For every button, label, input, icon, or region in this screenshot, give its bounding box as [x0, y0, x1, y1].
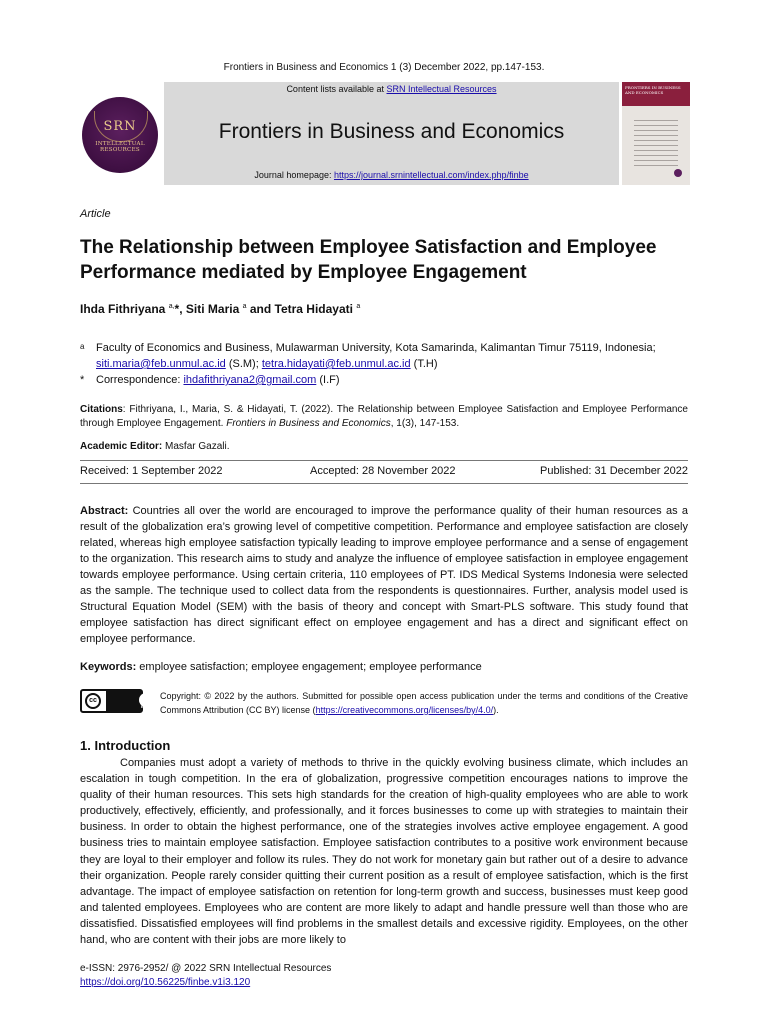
citation-journal: Frontiers in Business and Economics [226, 418, 391, 429]
cover-logo-icon [674, 169, 682, 177]
logo-text: SRN [103, 119, 137, 134]
copyright-notice [160, 689, 688, 717]
copyright-text: Copyright: © 2022 by the authors. Submitted for possible open access publication under the terms and conditions of the Creative Commons Attribution (CC BY) license ( [160, 691, 688, 715]
content-lists-line [164, 84, 619, 94]
journal-title: Frontiers in Business and Economics [218, 120, 565, 143]
affiliation-marker: a [80, 342, 85, 351]
issn-line: e-ISSN: 2976-2952/ @ 2022 SRN Intellectual Resources [80, 963, 332, 974]
homepage-link[interactable]: https://journal.srnintellectual.com/index.php/finbe [333, 170, 529, 180]
cover-title: FRONTIERS IN BUSINESS AND ECONOMICS [625, 85, 681, 95]
keywords-text: employee satisfaction; employee engagement; employee performance [136, 661, 482, 673]
published-date: Published: 31 December 2022 [540, 465, 688, 477]
author-separator: and [246, 302, 275, 316]
correspondence-email-link[interactable]: ihdafithriyana2@gmail.com [183, 374, 317, 386]
academic-editor [80, 441, 230, 452]
homepage-prefix: Journal homepage: [254, 170, 334, 180]
journal-cover-thumbnail [622, 82, 690, 185]
masthead-banner [164, 82, 619, 185]
abstract [80, 503, 688, 647]
author-affil-mark: a, [168, 303, 175, 310]
cc-by-badge-icon[interactable] [80, 689, 147, 713]
editor-name: Masfar Gazali. [162, 441, 230, 452]
email-link[interactable]: tetra.hidayati@feb.unmul.ac.id [261, 358, 411, 370]
keywords-label: Keywords: [80, 661, 137, 673]
logo-subtext: INTELLECTUAL RESOURCES [95, 141, 145, 153]
by-block [106, 691, 147, 711]
citation-block [80, 403, 688, 431]
publisher-logo-box [80, 82, 164, 185]
correspondence-initials: (I.F) [316, 374, 340, 386]
homepage-line [164, 170, 619, 180]
correspondence-marker: * [80, 374, 85, 386]
correspondence-label: Correspondence: [96, 374, 184, 386]
author-name: Tetra Hidayati [274, 302, 353, 316]
email-initials: (S.M); [225, 358, 262, 370]
affiliation-a [80, 340, 690, 372]
abstract-label: Abstract: [80, 505, 129, 517]
keywords [80, 661, 482, 673]
author-affil-mark: a [356, 303, 361, 310]
license-link[interactable]: https://creativecommons.org/licenses/by/4.0/ [315, 705, 494, 715]
by-label: BY [141, 704, 147, 709]
page-footer [80, 962, 331, 990]
accepted-date: Accepted: 28 November 2022 [310, 465, 456, 477]
cover-text-lines [634, 116, 678, 166]
srn-logo [82, 97, 158, 173]
affiliations [80, 340, 690, 388]
article-type: Article [80, 208, 111, 220]
running-head: Frontiers in Business and Economics 1 (3) December 2022, pp.147-153. [223, 62, 545, 73]
author-list [80, 302, 360, 316]
author-name: Siti Maria [185, 302, 240, 316]
journal-masthead [80, 82, 690, 185]
copyright-text-end: ). [493, 705, 499, 715]
editor-label: Academic Editor: [80, 441, 163, 452]
section-heading: 1. Introduction [80, 738, 171, 753]
paper-title: The Relationship between Employee Satisfaction and Employee Performance mediated by Employee Engagement [80, 237, 657, 283]
email-link[interactable]: siti.maria@feb.unmul.ac.id [96, 358, 226, 370]
citation-volume: , 1(3), 147-153. [390, 418, 460, 429]
introduction-paragraph: Companies must adopt a variety of methods to thrive in the quickly evolving business climate, which includes an escalation in tough competition. In the era of globalization, progressive competition encourages nations to improve the quality of their human resources. This sets high standards for the creation of high-quality employees who are able to work productively, effectively, efficiently, and professionally, and it forces businesses to come up with strategies to maintain their business. In order to obtain the highest performance, one of the strategies involves active employee engagement. A good business tries to maintain employee satisfaction. Employee satisfaction contributes to a positive work environment because they are loyal to their employer and follow its rules. They do not work for monetary gain but rather out of a desire to advance their organization. People rarely consider quitting their current position as a result of employee satisfaction, which is the first advantage. The impact of employee satisfaction on retention for long-term growth and success, businesses must keep good and talented employees. Employees who are content are more likely to adapt and handle pressure well than those who are dissatisfied. Dissatisfied employees will find problems in the smallest details and excessive rigidity. Employees, on the other hand, who are content with their jobs are more likely to [80, 757, 688, 947]
received-date: Received: 1 September 2022 [80, 465, 223, 477]
publisher-link[interactable]: SRN Intellectual Resources [386, 84, 497, 94]
citation-text: : Fithriyana, I., Maria, S. & Hidayati, T. (2022). The Relationship between Employee Satisfaction and Employee Performance through Employee Engagement. [80, 404, 688, 429]
author-separator: , [179, 302, 186, 316]
author-affil-mark: a [242, 303, 247, 310]
abstract-text: Countries all over the world are encouraged to improve the performance quality of their human resources as a result of the globalization era’s growing level of competitive competition. Performance and employee satisfaction are closely related, whereas high employee satisfaction typically leading to improve employee performance and a sense of engagement to the organization. This research aims to study and analyze the influence of employee satisfaction in employee engagement towards employee performance. Using certain criteria, 110 employees of PT. IDS Medical Systems Indonesia were selected as the sample. The technique used to collect data from the respondents is questionnaires. Further, analysis model used is Structural Equation Model (SEM) with the basis of theory and concept with Smart-PLS software. This study found that employee satisfaction has direct significant effect on employee engagement and has a direct and significant effect on employee performance. [80, 505, 688, 645]
corresponding-mark: * [174, 302, 180, 316]
affiliation-text: Faculty of Economics and Business, Mulawarman University, Kota Samarinda, Kalimantan Timur 75119, Indonesia; [96, 342, 656, 354]
email-initials: (T.H) [410, 358, 438, 370]
cc-icon: cc [85, 693, 101, 709]
doi-link[interactable]: https://doi.org/10.56225/finbe.v1i3.120 [80, 977, 251, 988]
author-name: Ihda Fithriyana [80, 302, 166, 316]
content-lists-prefix: Content lists available at [286, 84, 387, 94]
citation-label: Citations [80, 404, 123, 415]
dates-bar [80, 460, 688, 484]
correspondence [80, 372, 690, 388]
